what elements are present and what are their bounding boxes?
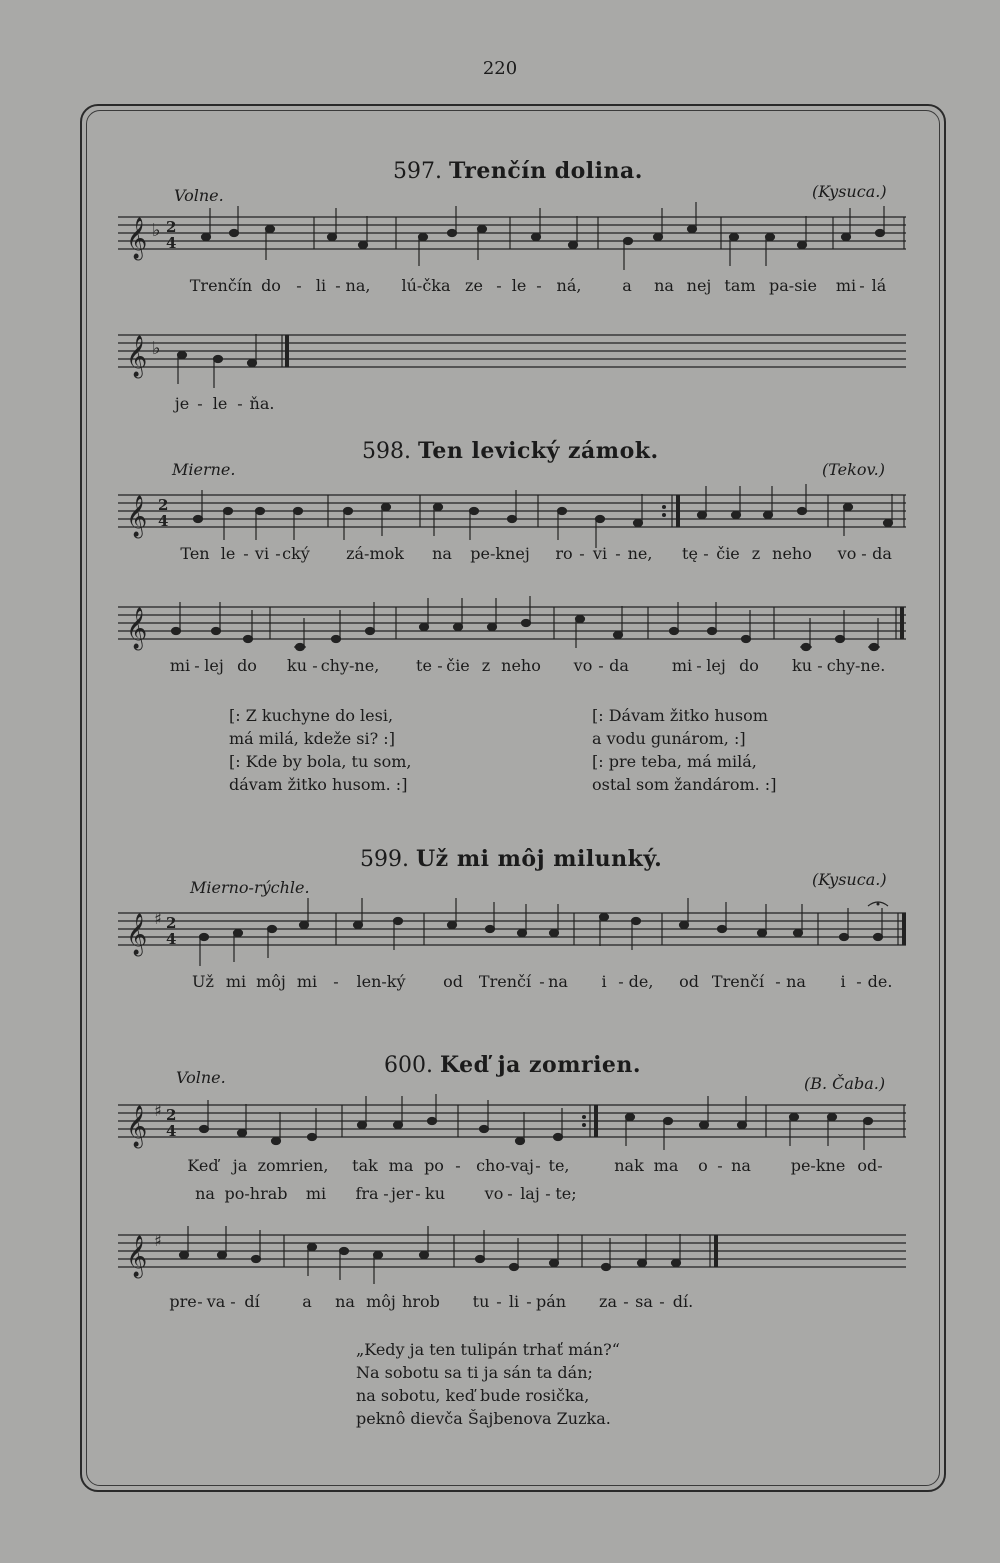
song-name: Už mi môj milunký. (415, 846, 663, 872)
verse-line: dávam žitko husom. :] (229, 775, 408, 794)
lyric-syllable: jer (390, 1184, 414, 1203)
lyric-syllable: - (536, 276, 542, 295)
verse-line: peknô dievča Šajbenova Zuzka. (356, 1409, 611, 1428)
verse-line: „Kedy ja ten tulipán trhať mán?“ (356, 1340, 620, 1359)
lyric-syllable: ma (653, 1156, 679, 1175)
svg-text:4: 4 (158, 512, 169, 530)
song-599-lyrics-line-1 (0, 972, 1000, 994)
lyric-syllable: zá-mok (346, 544, 404, 563)
lyric-syllable: laj (520, 1184, 540, 1203)
lyric-syllable: - (496, 276, 502, 295)
lyric-syllable: Trenčí (478, 972, 532, 991)
lyric-syllable: va (206, 1292, 226, 1311)
lyric-syllable: - (623, 1292, 629, 1311)
lyric-syllable: vo (484, 1184, 504, 1203)
svg-text:2: 2 (166, 914, 177, 932)
svg-text:2: 2 (166, 1106, 177, 1124)
lyric-syllable: a (302, 1292, 312, 1311)
lyric-syllable: - (545, 1184, 551, 1203)
lyric-syllable: na (195, 1184, 215, 1203)
lyric-syllable: vi (254, 544, 270, 563)
lyric-syllable: mi (225, 972, 247, 991)
lyric-syllable: čie (716, 544, 740, 563)
lyric-syllable: - (507, 1184, 513, 1203)
lyric-syllable: mi (671, 656, 693, 675)
lyric-syllable: le (511, 276, 527, 295)
lyric-syllable: po (424, 1156, 444, 1175)
lyric-syllable: vi (592, 544, 608, 563)
lyric-syllable: mi (835, 276, 857, 295)
lyric-syllable: i (840, 972, 846, 991)
lyric-syllable: do (261, 276, 281, 295)
lyric-syllable: Už (192, 972, 214, 991)
lyric-syllable: na (654, 276, 674, 295)
staff-597-2 (118, 318, 908, 398)
lyric-syllable: Ten (180, 544, 210, 563)
lyric-syllable: fra (355, 1184, 379, 1203)
lyric-syllable: pre (169, 1292, 197, 1311)
lyric-syllable: mi (296, 972, 318, 991)
lyric-syllable: le (212, 394, 228, 413)
lyric-syllable: dí (244, 1292, 260, 1311)
lyric-syllable: - (437, 656, 443, 675)
lyric-syllable: a (622, 276, 632, 295)
lyric-syllable: - (615, 544, 621, 563)
lyric-syllable: - (335, 276, 341, 295)
song-600-tempo: Volne. (176, 1068, 226, 1087)
song-597-tempo: Volne. (174, 186, 224, 205)
lyric-syllable: - (197, 1292, 203, 1311)
lyric-syllable: lá (871, 276, 887, 295)
lyric-syllable: vo (837, 544, 857, 563)
verse-line: ostal som žandárom. :] (592, 775, 777, 794)
song-600-verse (356, 1338, 620, 1430)
lyric-syllable: o (698, 1156, 708, 1175)
lyric-syllable: li (508, 1292, 520, 1311)
lyric-syllable: lej (706, 656, 726, 675)
lyric-syllable: pe-kne (790, 1156, 846, 1175)
lyric-syllable: vo (573, 656, 593, 675)
song-600-title (384, 1052, 641, 1078)
song-name: Ten levický zámok. (417, 438, 659, 464)
song-598-tempo: Mierne. (172, 460, 236, 479)
lyric-syllable: nak (614, 1156, 644, 1175)
lyric-syllable: ná, (556, 276, 582, 295)
lyric-syllable: od- (857, 1156, 883, 1175)
lyric-syllable: ku (425, 1184, 445, 1203)
svg-text:4: 4 (166, 930, 177, 948)
lyric-syllable: - (539, 972, 545, 991)
song-600-lyrics-line-1 (0, 1156, 1000, 1178)
svg-text:4: 4 (166, 1122, 177, 1140)
lyric-syllable: cký (282, 544, 310, 563)
song-598-lyrics-line-2 (0, 656, 1000, 678)
lyric-syllable: z (481, 656, 491, 675)
verse-line: [: Kde by bola, tu som, (229, 752, 412, 771)
lyric-syllable: Keď (187, 1156, 219, 1175)
lyric-syllable: na, (345, 276, 371, 295)
svg-text:♭: ♭ (152, 338, 161, 359)
lyric-syllable: - (618, 972, 624, 991)
song-598-lyrics-line-1 (0, 544, 1000, 566)
staff-597-1 (118, 200, 908, 280)
song-598-verse-right (592, 704, 776, 796)
lyric-syllable: hrob (402, 1292, 440, 1311)
lyric-syllable: chy-ne. (826, 656, 886, 675)
svg-text:♭: ♭ (152, 220, 161, 241)
song-598-region: (Tekov.) (822, 460, 885, 479)
lyric-syllable: mi (305, 1184, 327, 1203)
svg-text:𝄞: 𝄞 (126, 1236, 148, 1277)
lyric-syllable: ja (232, 1156, 248, 1175)
song-597-title (393, 158, 643, 184)
song-name: Trenčín dolina. (448, 158, 643, 184)
lyric-syllable: len-ký (356, 972, 406, 991)
song-number: 597. (393, 159, 442, 184)
lyric-syllable: sa (635, 1292, 653, 1311)
lyric-syllable: - (856, 972, 862, 991)
song-number: 600. (384, 1053, 433, 1078)
lyric-syllable: - (275, 544, 281, 563)
svg-text:2: 2 (158, 496, 169, 514)
verse-line: [: pre teba, má milá, (592, 752, 757, 771)
song-600-region: (B. Čaba.) (804, 1074, 886, 1093)
staff-599-1 (118, 896, 908, 976)
song-598-title (362, 438, 659, 464)
svg-text:2: 2 (166, 218, 177, 236)
lyric-syllable: pa-sie (769, 276, 817, 295)
lyric-syllable: je (174, 394, 190, 413)
lyric-syllable: zomrien, (257, 1156, 329, 1175)
lyric-syllable: chy-ne, (320, 656, 380, 675)
lyric-syllable: do (739, 656, 759, 675)
lyric-syllable: - (696, 656, 702, 675)
lyric-syllable: na (432, 544, 452, 563)
lyric-syllable: lej (204, 656, 224, 675)
lyric-syllable: pán (535, 1292, 567, 1311)
song-597-lyrics-line-2 (0, 394, 1000, 416)
lyric-syllable: li (315, 276, 327, 295)
song-599-title (360, 846, 662, 872)
lyric-syllable: ma (388, 1156, 414, 1175)
staff-600-2 (118, 1218, 908, 1298)
lyric-syllable: - (455, 1156, 461, 1175)
lyric-syllable: - (598, 656, 604, 675)
lyric-syllable: ze (465, 276, 483, 295)
lyric-syllable: môj (366, 1292, 396, 1311)
svg-text:4: 4 (166, 234, 177, 252)
lyric-syllable: nej (686, 276, 712, 295)
song-number: 598. (362, 439, 411, 464)
svg-text:♯: ♯ (154, 1231, 162, 1250)
verse-line: má milá, kdeže si? :] (229, 729, 395, 748)
lyric-syllable: dí. (672, 1292, 694, 1311)
lyric-syllable: - (415, 1184, 421, 1203)
lyric-syllable: na (786, 972, 806, 991)
lyric-syllable: na (548, 972, 568, 991)
lyric-syllable: tak (352, 1156, 378, 1175)
lyric-syllable: - (243, 544, 249, 563)
song-597-lyrics-line-1 (0, 276, 1000, 298)
lyric-syllable: i (601, 972, 607, 991)
lyric-syllable: neho (772, 544, 812, 563)
lyric-syllable: - (859, 276, 865, 295)
page-number: 220 (482, 58, 518, 79)
lyric-syllable: Trenčín (189, 276, 253, 295)
verse-line: a vodu gunárom, :] (592, 729, 746, 748)
lyric-syllable: - (526, 1292, 532, 1311)
lyric-syllable: čie (446, 656, 470, 675)
lyric-syllable: na (731, 1156, 751, 1175)
lyric-syllable: tę (682, 544, 698, 563)
svg-text:𝄞: 𝄞 (126, 336, 148, 377)
lyric-syllable: da (872, 544, 892, 563)
svg-text:♯: ♯ (154, 1101, 162, 1120)
lyric-syllable: - (861, 544, 867, 563)
lyric-syllable: cho-vaj (476, 1156, 534, 1175)
song-name: Keď ja zomrien. (439, 1052, 642, 1078)
lyric-syllable: tam (724, 276, 756, 295)
lyric-syllable: - (197, 394, 203, 413)
lyric-syllable: da (609, 656, 629, 675)
song-597-region: (Kysuca.) (812, 182, 887, 201)
verse-line: na sobotu, keď bude rosička, (356, 1386, 590, 1405)
svg-text:𝄞: 𝄞 (126, 914, 148, 955)
lyric-syllable: za (599, 1292, 617, 1311)
lyric-syllable: - (312, 656, 318, 675)
lyric-syllable: Trenčí (711, 972, 765, 991)
verse-line: Na sobotu sa ti ja sán ta dán; (356, 1363, 593, 1382)
lyric-syllable: te, (548, 1156, 570, 1175)
verse-line: [: Z kuchyne do lesi, (229, 706, 394, 725)
lyric-syllable: ňa. (249, 394, 275, 413)
lyric-syllable: - (383, 1184, 389, 1203)
lyric-syllable: od (443, 972, 463, 991)
lyric-syllable: do (237, 656, 257, 675)
song-599-tempo: Mierno-rýchle. (190, 878, 310, 897)
lyric-syllable: ku (287, 656, 307, 675)
song-number: 599. (360, 847, 409, 872)
lyric-syllable: te (416, 656, 432, 675)
lyric-syllable: - (717, 1156, 723, 1175)
lyric-syllable: - (535, 1156, 541, 1175)
lyric-syllable: - (579, 544, 585, 563)
lyric-syllable: po-hrab (224, 1184, 288, 1203)
lyric-syllable: - (237, 394, 243, 413)
song-598-verse-left (229, 704, 411, 796)
lyric-syllable: lú-čka (401, 276, 451, 295)
lyric-syllable: - (296, 276, 302, 295)
svg-text:𝄞: 𝄞 (126, 608, 148, 649)
lyric-syllable: - (496, 1292, 502, 1311)
svg-text:𝄞: 𝄞 (126, 1106, 148, 1147)
lyric-syllable: neho (501, 656, 541, 675)
lyric-syllable: môj (256, 972, 286, 991)
verse-line: [: Dávam žitko husom (592, 706, 768, 725)
svg-text:♯: ♯ (154, 909, 162, 928)
lyric-syllable: - (194, 656, 200, 675)
lyric-syllable: ro (555, 544, 573, 563)
lyric-syllable: le (220, 544, 236, 563)
lyric-syllable: mi (169, 656, 191, 675)
lyric-syllable: ku (792, 656, 812, 675)
lyric-syllable: de. (867, 972, 893, 991)
lyric-syllable: - (817, 656, 823, 675)
song-599-region: (Kysuca.) (812, 870, 887, 889)
lyric-syllable: tu (472, 1292, 490, 1311)
svg-text:𝄞: 𝄞 (126, 496, 148, 537)
lyric-syllable: od (679, 972, 699, 991)
lyric-syllable: pe-knej (470, 544, 530, 563)
song-600-lyrics-line-2 (0, 1292, 1000, 1314)
lyric-syllable: - (333, 972, 339, 991)
song-600-lyrics-line-1b (0, 1184, 1000, 1206)
lyric-syllable: na (335, 1292, 355, 1311)
lyric-syllable: z (751, 544, 761, 563)
lyric-syllable: te; (555, 1184, 577, 1203)
lyric-syllable: - (775, 972, 781, 991)
svg-text:𝄞: 𝄞 (126, 218, 148, 259)
lyric-syllable: - (703, 544, 709, 563)
lyric-syllable: - (659, 1292, 665, 1311)
lyric-syllable: de, (628, 972, 654, 991)
lyric-syllable: ne, (627, 544, 653, 563)
lyric-syllable: - (230, 1292, 236, 1311)
